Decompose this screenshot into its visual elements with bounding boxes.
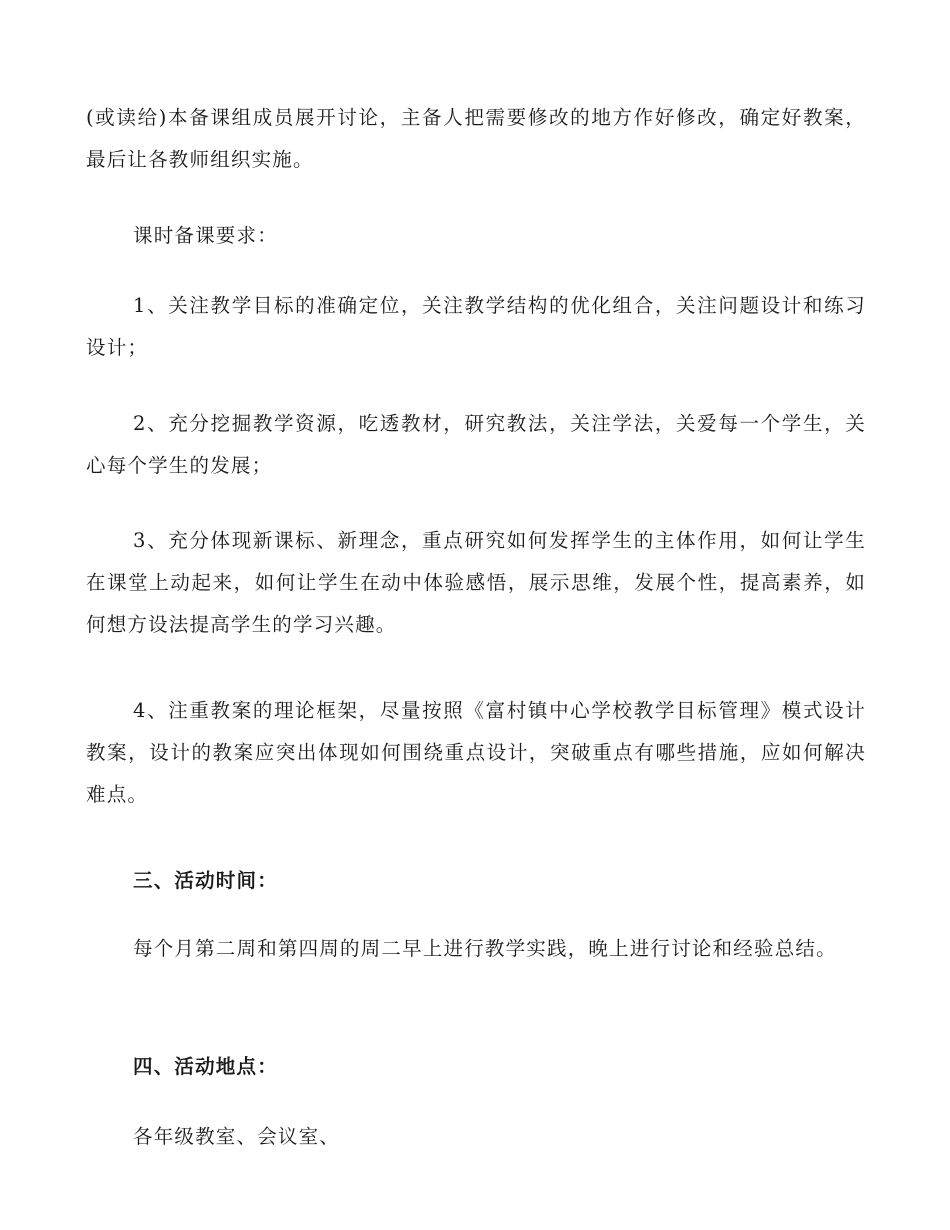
paragraph-item-3: 3、充分体现新课标、新理念，重点研究如何发挥学生的主体作用，如何让学生在课堂上动起来，如何让学生在动中体验感悟，展示思维，发展个性，提高素养，如何想方设法提高学生的学习兴趣。 [86,529,866,636]
paragraph-lesson-requirements: 课时备课要求： [133,224,278,247]
paragraph-activity-time: 每个月第二周和第四周的周二早上进行教学实践，晚上进行讨论和经验总结。 [133,937,837,960]
paragraph-item-1: 1、关注教学目标的准确定位，关注教学结构的优化组合，关注问题设计和练习设计； [86,294,866,359]
heading-activity-time: 三、活动时间： [133,869,278,892]
paragraph-item-4: 4、注重教案的理论框架，尽量按照《富村镇中心学校教学目标管理》模式设计教案，设计的教案应突出体现如何围绕重点设计，突破重点有哪些措施，应如何解决难点。 [86,699,866,806]
paragraph-activity-location: 各年级教室、会议室、 [133,1125,341,1148]
heading-activity-location: 四、活动地点： [133,1055,278,1078]
paragraph-item-2: 2、充分挖掘教学资源，吃透教材，研究教法，关注学法，关爱每一个学生，关心每个学生的发展； [86,412,866,477]
paragraph-continuation: (或读给)本备课组成员展开讨论，主备人把需要修改的地方作好修改，确定好教案，最后让各教师组织实施。 [86,106,866,171]
